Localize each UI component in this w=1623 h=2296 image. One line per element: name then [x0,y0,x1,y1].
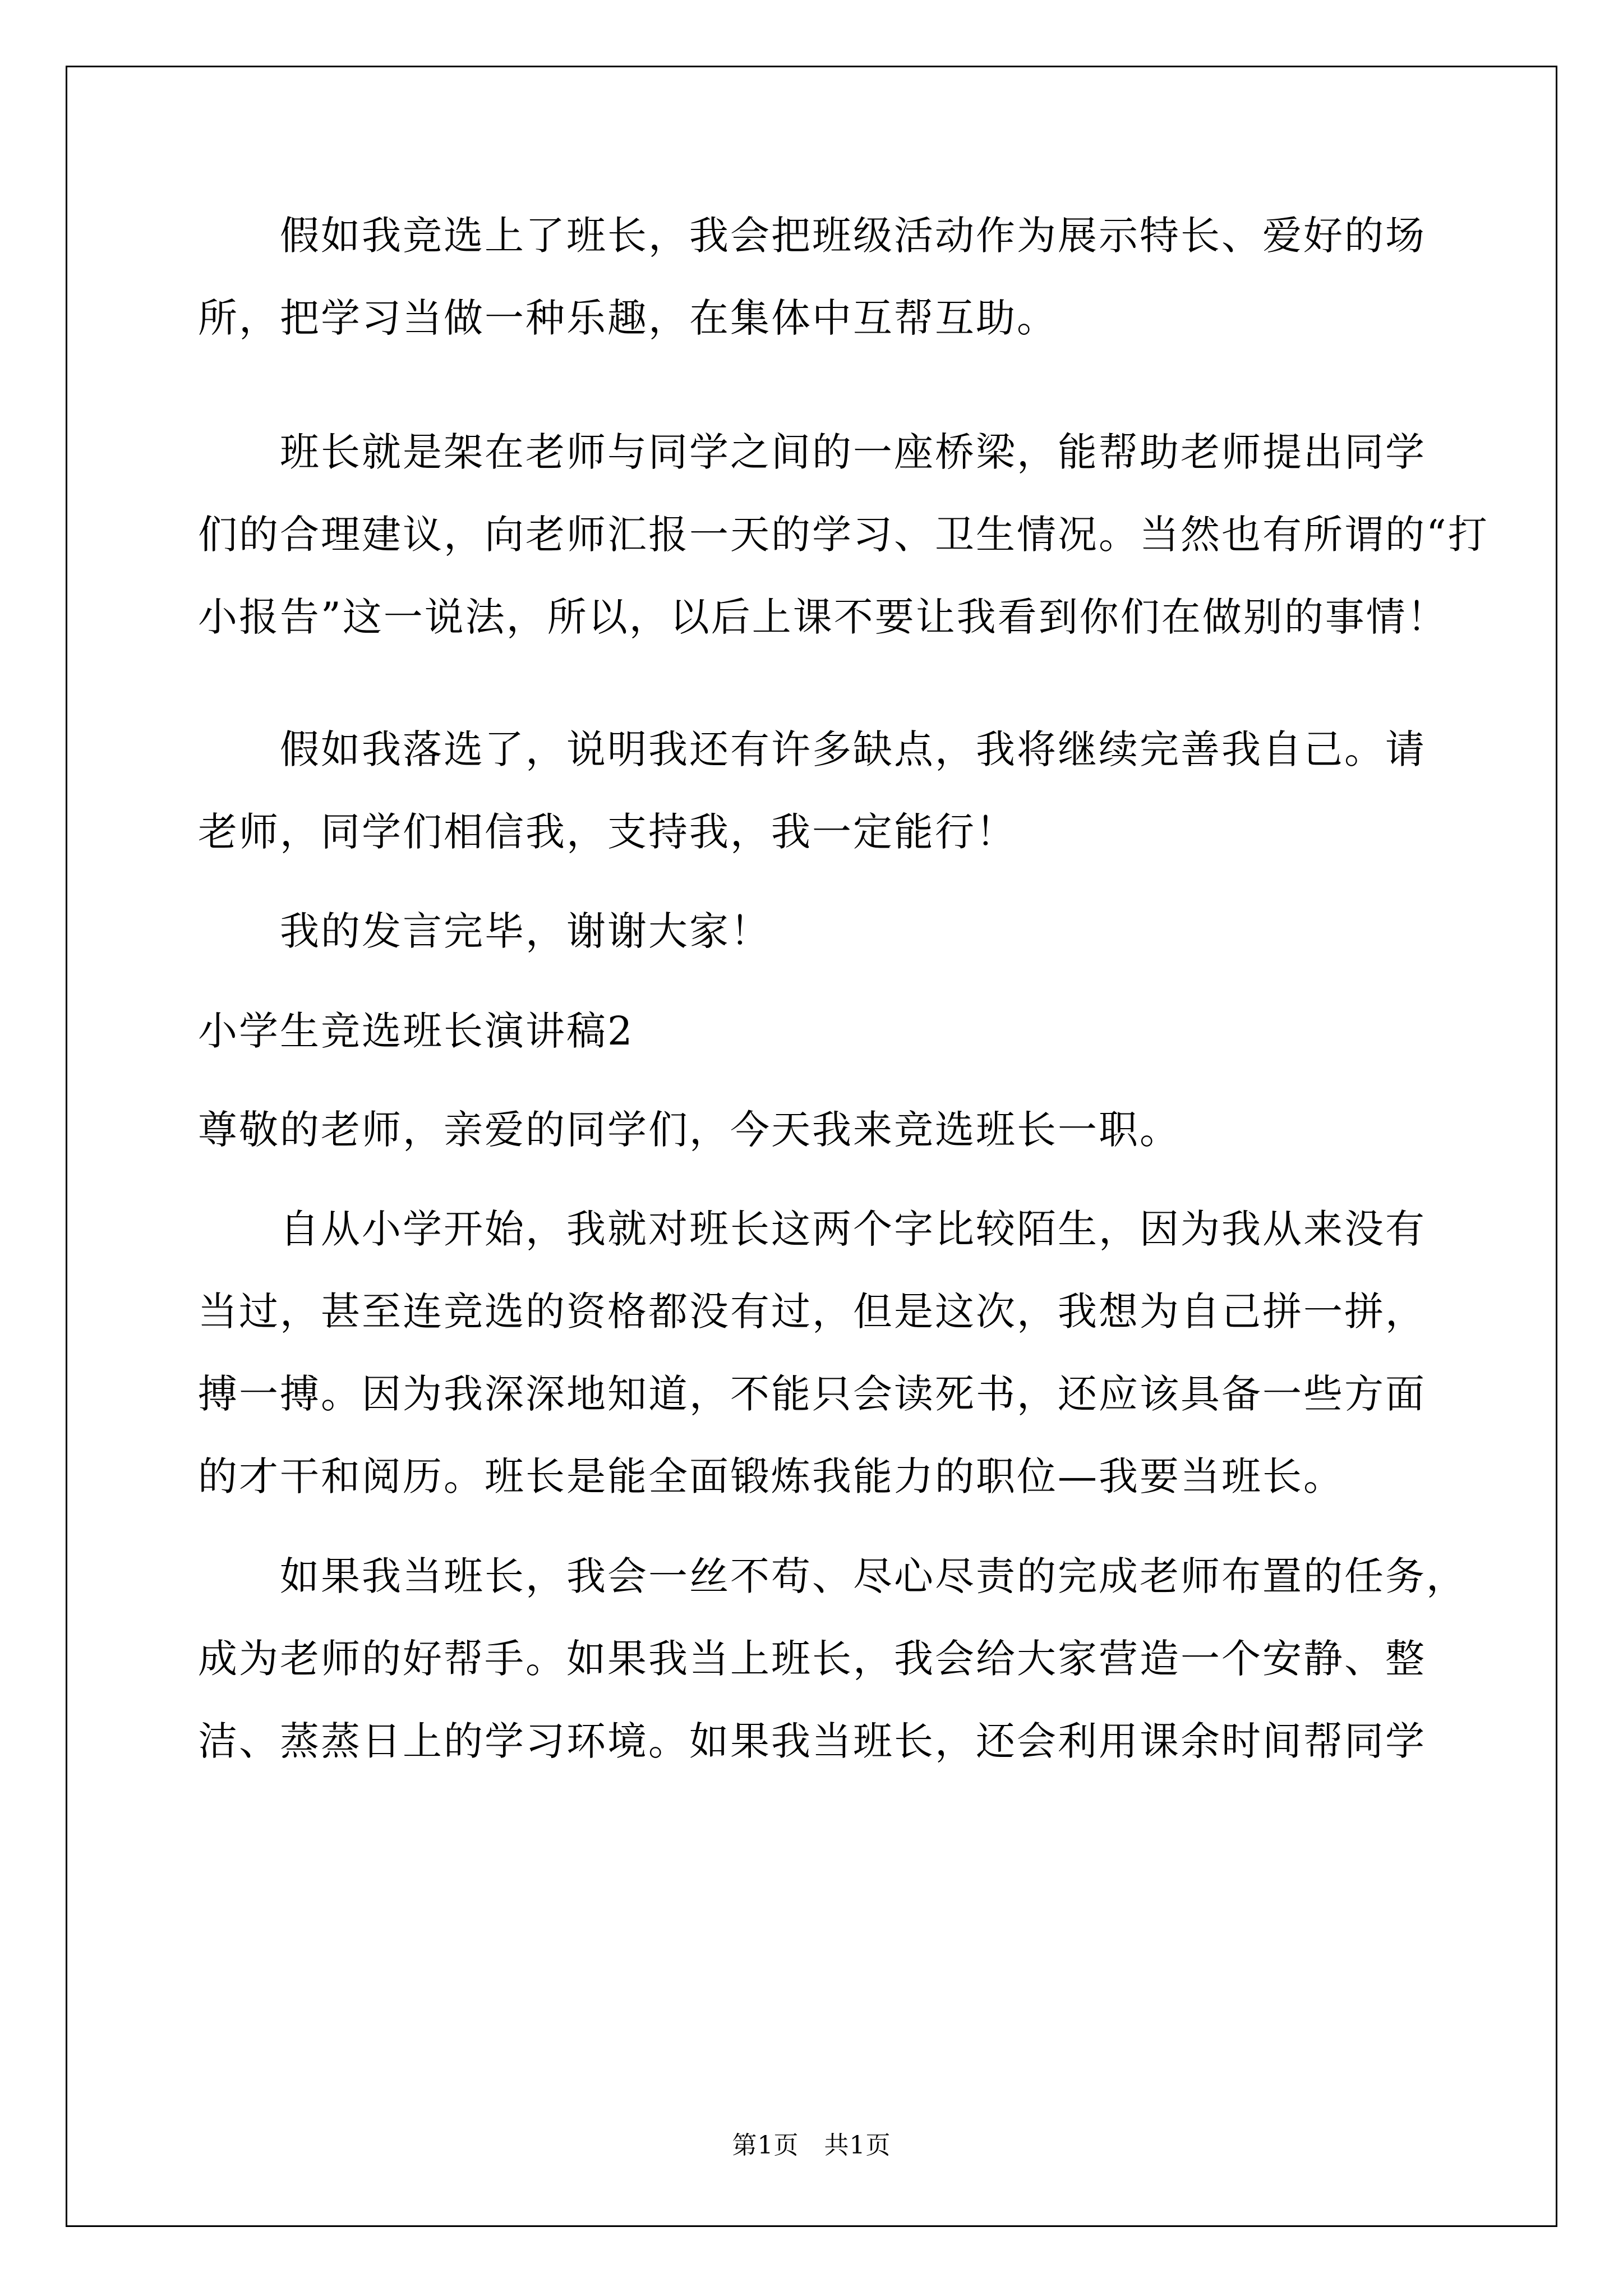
paragraph-3-line-1: 假如我落选了，说明我还有许多缺点，我将继续完善我自己。请 [280,726,1426,772]
paragraph-6-line-3: 洁、蒸蒸日上的学习环境。如果我当班长，还会利用课余时间帮同学 [198,1718,1426,1764]
page-footer: 第1页 共1页 [732,2131,891,2160]
paragraph-5-line-4: 的才干和阅历。班长是能全面锻炼我能力的职位—我要当班长。 [198,1453,1344,1499]
paragraph-3-line-2: 老师，同学们相信我，支持我，我一定能行！ [198,809,1017,855]
paragraph-5-line-3: 搏一搏。因为我深深地知道，不能只会读死书，还应该具备一些方面 [198,1371,1426,1417]
greeting: 尊敬的老师，亲爱的同学们，今天我来竞选班长一职。 [198,1107,1181,1153]
paragraph-5-line-2: 当过，甚至连竞选的资格都没有过，但是这次，我想为自己拼一拼， [198,1289,1426,1335]
paragraph-2-line-1: 班长就是架在老师与同学之间的一座桥梁，能帮助老师提出同学 [280,429,1426,475]
paragraph-4-line-1: 我的发言完毕，谢谢大家！ [280,908,771,954]
paragraph-1-line-2: 所，把学习当做一种乐趣，在集体中互帮互助。 [198,295,1058,341]
paragraph-5-line-1: 自从小学开始，我就对班长这两个字比较陌生，因为我从来没有 [280,1206,1426,1252]
paragraph-2-line-2: 们的合理建议，向老师汇报一天的学习、卫生情况。当然也有所谓的“打 [198,512,1489,558]
section-title: 小学生竞选班长演讲稿2 [198,1008,634,1054]
paragraph-1-line-1: 假如我竞选上了班长，我会把班级活动作为展示特长、爱好的场 [280,213,1426,259]
paragraph-6-line-1: 如果我当班长，我会一丝不苟、尽心尽责的完成老师布置的任务， [280,1553,1467,1599]
paragraph-2-line-3: 小报告”这一说法，所以，以后上课不要让我看到你们在做别的事情！ [198,594,1448,640]
paragraph-6-line-2: 成为老师的好帮手。如果我当上班长，我会给大家营造一个安静、整 [198,1636,1426,1682]
